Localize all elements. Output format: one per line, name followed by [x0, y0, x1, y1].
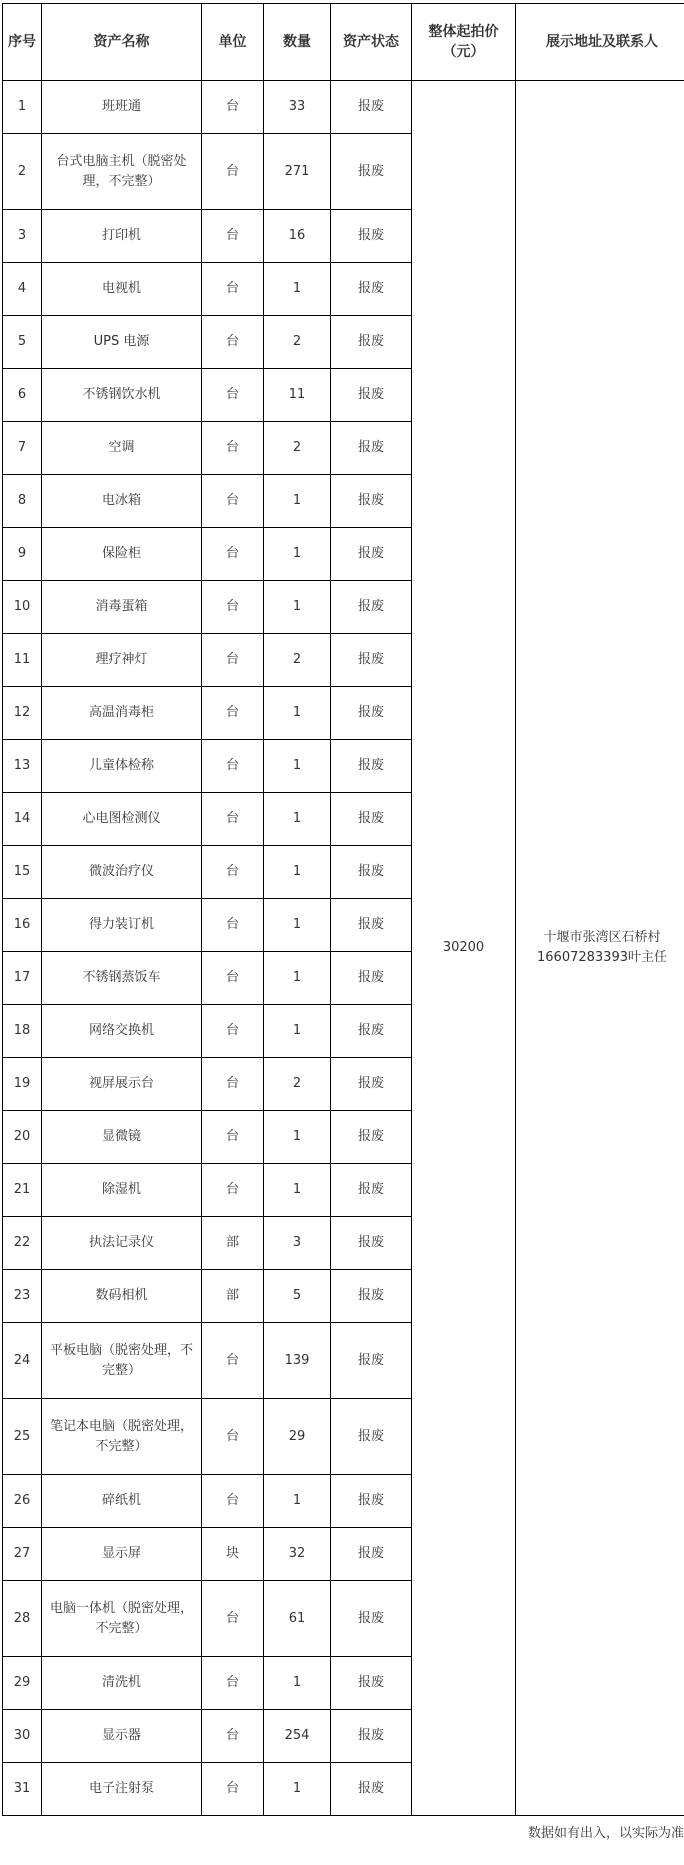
cell-status: 报废 — [331, 634, 412, 687]
cell-index: 4 — [3, 263, 42, 316]
cell-asset-name: 数码相机 — [42, 1270, 202, 1323]
cell-status: 报废 — [331, 369, 412, 422]
cell-address-contact — [516, 81, 684, 1816]
cell-quantity: 1 — [264, 475, 331, 528]
cell-index: 15 — [3, 846, 42, 899]
cell-quantity: 5 — [264, 1270, 331, 1323]
cell-asset-name: 笔记本电脑（脱密处理，不完整） — [42, 1399, 202, 1475]
cell-status: 报废 — [331, 316, 412, 369]
cell-unit: 台 — [202, 263, 264, 316]
cell-quantity: 1 — [264, 1164, 331, 1217]
cell-quantity: 1 — [264, 952, 331, 1005]
cell-quantity: 1 — [264, 528, 331, 581]
cell-status: 报废 — [331, 1657, 412, 1710]
cell-asset-name: 显示器 — [42, 1710, 202, 1763]
cell-quantity: 1 — [264, 263, 331, 316]
cell-unit: 台 — [202, 846, 264, 899]
cell-quantity: 32 — [264, 1528, 331, 1581]
cell-index: 17 — [3, 952, 42, 1005]
cell-asset-name: 不锈钢饮水机 — [42, 369, 202, 422]
cell-asset-name: 得力装订机 — [42, 899, 202, 952]
cell-status: 报废 — [331, 422, 412, 475]
cell-index: 16 — [3, 899, 42, 952]
cell-asset-name: 儿童体检称 — [42, 740, 202, 793]
cell-index: 29 — [3, 1657, 42, 1710]
cell-unit: 台 — [202, 1111, 264, 1164]
cell-index: 27 — [3, 1528, 42, 1581]
asset-table-body — [3, 81, 684, 1816]
cell-unit: 部 — [202, 1217, 264, 1270]
cell-status: 报废 — [331, 263, 412, 316]
cell-quantity: 29 — [264, 1399, 331, 1475]
cell-unit: 台 — [202, 1005, 264, 1058]
cell-asset-name: 打印机 — [42, 210, 202, 263]
cell-quantity: 3 — [264, 1217, 331, 1270]
cell-quantity: 2 — [264, 422, 331, 475]
cell-quantity: 1 — [264, 687, 331, 740]
cell-quantity: 2 — [264, 1058, 331, 1111]
cell-index: 14 — [3, 793, 42, 846]
cell-unit: 台 — [202, 899, 264, 952]
cell-unit: 台 — [202, 793, 264, 846]
footnote: 数据如有出入，以实际为准 — [527, 1826, 684, 1841]
cell-asset-name: 高温消毒柜 — [42, 687, 202, 740]
cell-asset-name: 空调 — [42, 422, 202, 475]
cell-quantity: 1 — [264, 581, 331, 634]
cell-index: 7 — [3, 422, 42, 475]
cell-quantity: 61 — [264, 1581, 331, 1657]
cell-starting-price: 30200 — [412, 81, 516, 1816]
cell-unit: 台 — [202, 1399, 264, 1475]
cell-status: 报废 — [331, 81, 412, 134]
cell-asset-name: 显微镜 — [42, 1111, 202, 1164]
cell-index: 22 — [3, 1217, 42, 1270]
cell-unit: 块 — [202, 1528, 264, 1581]
cell-unit: 台 — [202, 81, 264, 134]
cell-status: 报废 — [331, 1710, 412, 1763]
cell-quantity: 1 — [264, 1657, 331, 1710]
cell-quantity: 2 — [264, 634, 331, 687]
cell-unit: 台 — [202, 1657, 264, 1710]
cell-status: 报废 — [331, 528, 412, 581]
cell-index: 18 — [3, 1005, 42, 1058]
cell-unit: 台 — [202, 475, 264, 528]
cell-asset-name: 除湿机 — [42, 1164, 202, 1217]
cell-quantity: 1 — [264, 1111, 331, 1164]
cell-index: 12 — [3, 687, 42, 740]
cell-status: 报废 — [331, 846, 412, 899]
cell-asset-name: UPS 电源 — [42, 316, 202, 369]
cell-index: 10 — [3, 581, 42, 634]
cell-index: 6 — [3, 369, 42, 422]
cell-index: 5 — [3, 316, 42, 369]
asset-table — [2, 3, 684, 1816]
cell-quantity: 1 — [264, 846, 331, 899]
cell-asset-name: 微波治疗仪 — [42, 846, 202, 899]
cell-asset-name: 电子注射泵 — [42, 1763, 202, 1816]
cell-index: 28 — [3, 1581, 42, 1657]
cell-index: 30 — [3, 1710, 42, 1763]
cell-unit: 台 — [202, 1475, 264, 1528]
cell-index: 23 — [3, 1270, 42, 1323]
cell-asset-name: 视屏展示台 — [42, 1058, 202, 1111]
cell-unit: 台 — [202, 1581, 264, 1657]
cell-unit: 台 — [202, 740, 264, 793]
cell-status: 报废 — [331, 1475, 412, 1528]
cell-status: 报废 — [331, 1399, 412, 1475]
cell-status: 报废 — [331, 952, 412, 1005]
cell-asset-name: 不锈钢蒸饭车 — [42, 952, 202, 1005]
cell-unit: 台 — [202, 528, 264, 581]
cell-quantity: 1 — [264, 899, 331, 952]
cell-unit: 部 — [202, 1270, 264, 1323]
cell-status: 报废 — [331, 581, 412, 634]
cell-asset-name: 心电图检测仪 — [42, 793, 202, 846]
cell-index: 24 — [3, 1323, 42, 1399]
cell-status: 报废 — [331, 1164, 412, 1217]
cell-quantity: 1 — [264, 1005, 331, 1058]
header-address-contact: 展示地址及联系人 — [516, 4, 684, 81]
cell-asset-name: 电冰箱 — [42, 475, 202, 528]
cell-asset-name: 平板电脑（脱密处理，不完整） — [42, 1323, 202, 1399]
cell-quantity: 33 — [264, 81, 331, 134]
cell-index: 1 — [3, 81, 42, 134]
cell-index: 2 — [3, 134, 42, 210]
cell-quantity: 139 — [264, 1323, 331, 1399]
header-quantity: 数量 — [264, 4, 331, 81]
contact-phone: 16607283393叶主任 — [537, 950, 667, 965]
cell-status: 报废 — [331, 1058, 412, 1111]
cell-unit: 台 — [202, 1710, 264, 1763]
cell-status: 报废 — [331, 475, 412, 528]
cell-asset-name: 碎纸机 — [42, 1475, 202, 1528]
cell-asset-name: 台式电脑主机（脱密处理，不完整） — [42, 134, 202, 210]
cell-index: 20 — [3, 1111, 42, 1164]
cell-asset-name: 网络交换机 — [42, 1005, 202, 1058]
cell-index: 25 — [3, 1399, 42, 1475]
cell-unit: 台 — [202, 1058, 264, 1111]
header-unit: 单位 — [202, 4, 264, 81]
cell-index: 11 — [3, 634, 42, 687]
cell-index: 19 — [3, 1058, 42, 1111]
cell-status: 报废 — [331, 134, 412, 210]
cell-index: 26 — [3, 1475, 42, 1528]
cell-quantity: 254 — [264, 1710, 331, 1763]
cell-asset-name: 清洗机 — [42, 1657, 202, 1710]
header-row — [3, 4, 684, 81]
contact-address: 十堰市张湾区石桥村 — [543, 930, 661, 945]
cell-status: 报废 — [331, 1528, 412, 1581]
cell-unit: 台 — [202, 1164, 264, 1217]
cell-index: 9 — [3, 528, 42, 581]
cell-status: 报废 — [331, 1111, 412, 1164]
cell-status: 报废 — [331, 793, 412, 846]
cell-status: 报废 — [331, 1005, 412, 1058]
cell-quantity: 11 — [264, 369, 331, 422]
cell-unit: 台 — [202, 634, 264, 687]
cell-unit: 台 — [202, 687, 264, 740]
header-starting-price: 整体起拍价（元） — [412, 4, 516, 81]
header-asset-name: 资产名称 — [42, 4, 202, 81]
cell-status: 报废 — [331, 210, 412, 263]
cell-unit: 台 — [202, 422, 264, 475]
cell-quantity: 1 — [264, 1475, 331, 1528]
cell-status: 报废 — [331, 1323, 412, 1399]
cell-asset-name: 消毒蛋箱 — [42, 581, 202, 634]
cell-asset-name: 班班通 — [42, 81, 202, 134]
cell-unit: 台 — [202, 1323, 264, 1399]
cell-status: 报废 — [331, 899, 412, 952]
cell-unit: 台 — [202, 369, 264, 422]
cell-quantity: 1 — [264, 1763, 331, 1816]
cell-unit: 台 — [202, 952, 264, 1005]
cell-quantity: 271 — [264, 134, 331, 210]
cell-asset-name: 保险柜 — [42, 528, 202, 581]
cell-index: 31 — [3, 1763, 42, 1816]
cell-index: 21 — [3, 1164, 42, 1217]
cell-index: 8 — [3, 475, 42, 528]
header-status: 资产状态 — [331, 4, 412, 81]
cell-quantity: 16 — [264, 210, 331, 263]
cell-unit: 台 — [202, 316, 264, 369]
cell-status: 报废 — [331, 1763, 412, 1816]
cell-status: 报废 — [331, 687, 412, 740]
cell-status: 报废 — [331, 1270, 412, 1323]
cell-asset-name: 电视机 — [42, 263, 202, 316]
cell-unit: 台 — [202, 210, 264, 263]
cell-asset-name: 显示屏 — [42, 1528, 202, 1581]
cell-status: 报废 — [331, 1217, 412, 1270]
header-index: 序号 — [3, 4, 42, 81]
table-row — [3, 81, 684, 134]
cell-asset-name: 执法记录仪 — [42, 1217, 202, 1270]
cell-unit: 台 — [202, 134, 264, 210]
cell-index: 13 — [3, 740, 42, 793]
cell-status: 报废 — [331, 1581, 412, 1657]
cell-index: 3 — [3, 210, 42, 263]
cell-unit: 台 — [202, 581, 264, 634]
cell-unit: 台 — [202, 1763, 264, 1816]
cell-asset-name: 电脑一体机（脱密处理，不完整） — [42, 1581, 202, 1657]
cell-quantity: 1 — [264, 793, 331, 846]
cell-quantity: 1 — [264, 740, 331, 793]
cell-status: 报废 — [331, 740, 412, 793]
cell-quantity: 2 — [264, 316, 331, 369]
cell-asset-name: 理疗神灯 — [42, 634, 202, 687]
